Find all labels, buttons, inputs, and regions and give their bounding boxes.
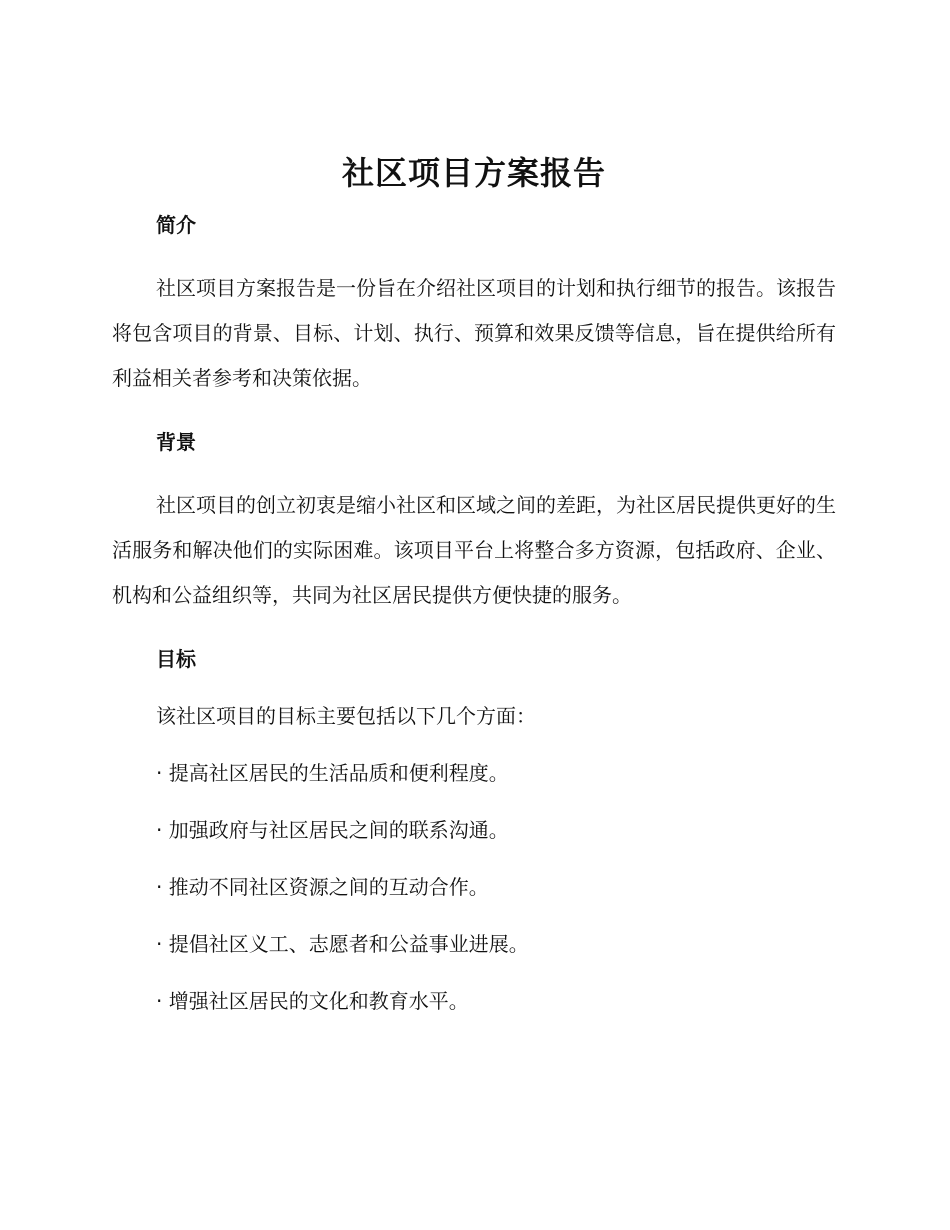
document-page <box>112 148 836 1016</box>
goal-item: · 提高社区居民的生活品质和便利程度。 <box>156 761 509 785</box>
section-heading-goals: 目标 <box>156 647 196 671</box>
goal-item: · 增强社区居民的文化和教育水平。 <box>156 989 469 1013</box>
goals-intro: 该社区项目的目标主要包括以下几个方面： <box>156 704 536 728</box>
document-title: 社区项目方案报告 <box>341 154 606 192</box>
goal-item: · 推动不同社区资源之间的互动合作。 <box>156 875 489 899</box>
section-heading-background: 背景 <box>156 430 196 454</box>
section-heading-intro: 简介 <box>156 213 196 237</box>
goal-item: · 提倡社区义工、志愿者和公益事业进展。 <box>156 932 529 956</box>
intro-paragraph: 社区项目方案报告是一份旨在介绍社区项目的计划和执行细节的报告。该报告将包含项目的背景、目标、计划、执行、预算和效果反馈等信息，旨在提供给所有利益相关者参考和决策依据。 <box>112 276 836 390</box>
goal-item: · 加强政府与社区居民之间的联系沟通。 <box>156 818 509 842</box>
background-paragraph: 社区项目的创立初衷是缩小社区和区域之间的差距，为社区居民提供更好的生活服务和解决他们的实际困难。该项目平台上将整合多方资源，包括政府、企业、机构和公益组织等，共同为社区居民提供方便快捷的服务。 <box>112 493 836 607</box>
